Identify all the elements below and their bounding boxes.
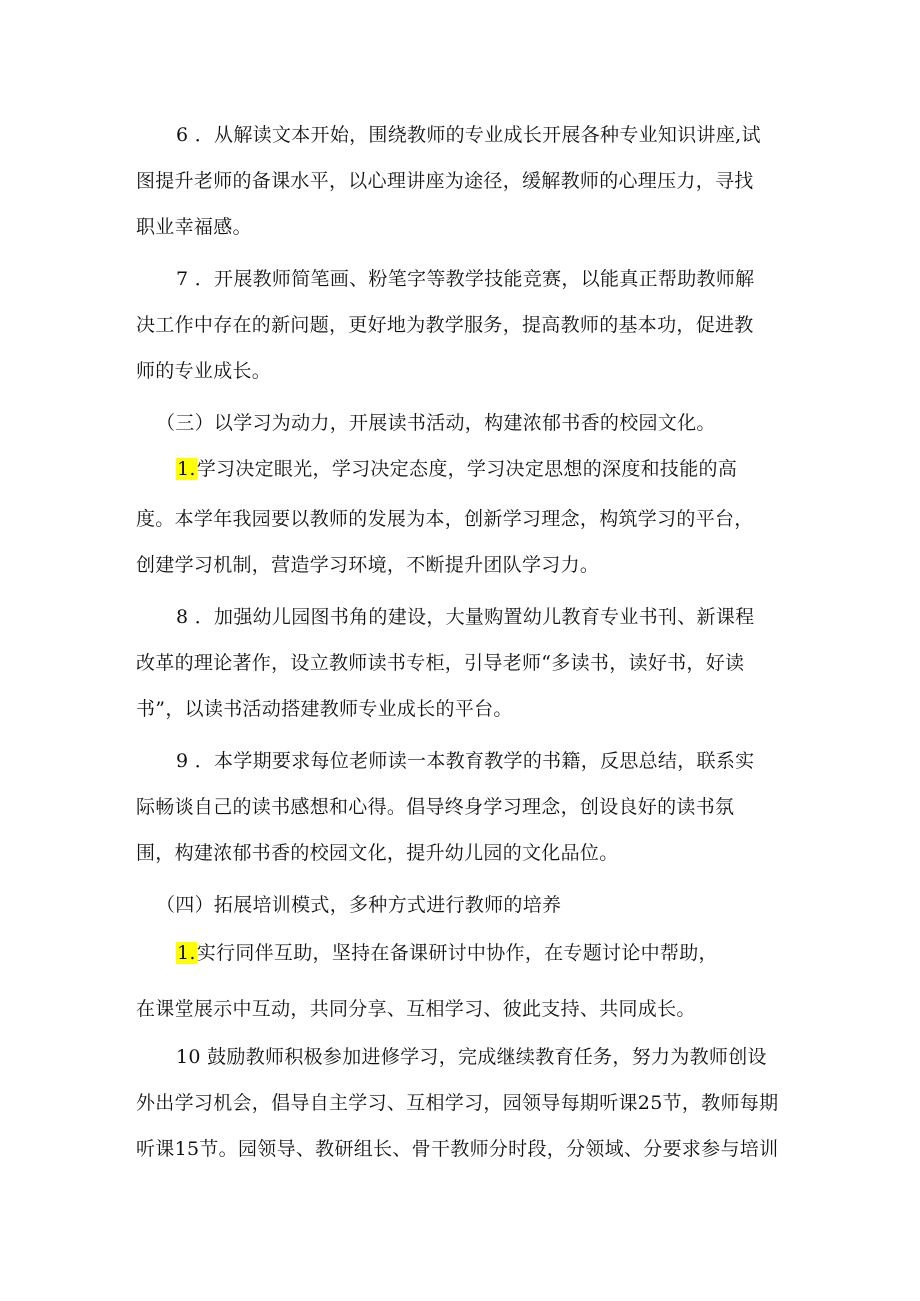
para-9-line-2: 际畅谈自己的读书感想和心得。倡导终身学习理念，创设良好的读书氛 [136,796,735,818]
para-10-line-3: 听课15节。园领导、教研组长、骨干教师分时段，分领域、分要求参与培训 [136,1138,779,1160]
para-8-line-2: 改革的理论著作，设立教师读书专柜，引导老师“多读书，读好书，好读 [136,652,745,674]
highlighted-number: 1. [177,942,196,964]
highlighted-number: 1. [177,458,196,480]
sec3-para-1-line-3: 创建学习机制，营造学习环境，不断提升团队学习力。 [136,554,600,576]
para-9-line-3: 围，构建浓郁书香的校园文化，提升幼儿园的文化品位。 [136,842,619,864]
sec4-para-1-line-1 [176,940,718,966]
para-7-line-3: 师的专业成长。 [136,360,272,382]
line-text: 实行同伴互助，坚持在备课研讨中协作，在专题讨论中帮助， [196,942,718,964]
sec4-para-1-line-2: 在课堂展示中互动，共同分享、互相学习、彼此支持、共同成长。 [136,998,696,1020]
para-6-line-1: 6 ．从解读文本开始，围绕教师的专业成长开展各种专业知识讲座,试 [176,124,761,146]
para-9-line-1: 9 ．本学期要求每位老师读一本教育教学的书籍，反思总结，联系实 [176,750,755,772]
para-10-line-2: 外出学习机会，倡导自主学习、互相学习，园领导每期听课25节，教师每期 [136,1092,779,1114]
para-10-line-1: 10 鼓励教师积极参加进修学习，完成继续教育任务，努力为教师创设 [176,1046,767,1068]
line-text: 学习决定眼光，学习决定态度，学习决定思想的深度和技能的高 [196,458,738,480]
para-8-line-3: 书”，以读书活动搭建教师专业成长的平台。 [136,698,513,720]
para-6-line-2: 图提升老师的备课水平，以心理讲座为途径，缓解教师的心理压力，寻找 [136,170,754,192]
sec3-para-1-line-1 [176,456,737,482]
para-6-line-3: 职业幸福感。 [136,216,252,238]
section-4-heading: （四）拓展培训模式，多种方式进行教师的培养 [156,894,562,916]
para-7-line-2: 决工作中存在的新问题，更好地为教学服务，提高教师的基本功，促进教 [136,314,754,336]
para-8-line-1: 8 ．加强幼儿园图书角的建设，大量购置幼儿教育专业书刊、新课程 [176,606,755,628]
sec3-para-1-line-2: 度。本学年我园要以教师的发展为本，创新学习理念，构筑学习的平台， [136,508,754,530]
section-3-heading: （三）以学习为动力，开展读书活动，构建浓郁书香的校园文化。 [156,412,716,434]
para-7-line-1: 7 ．开展教师简笔画、粉笔字等教学技能竞赛，以能真正帮助教师解 [176,268,755,290]
